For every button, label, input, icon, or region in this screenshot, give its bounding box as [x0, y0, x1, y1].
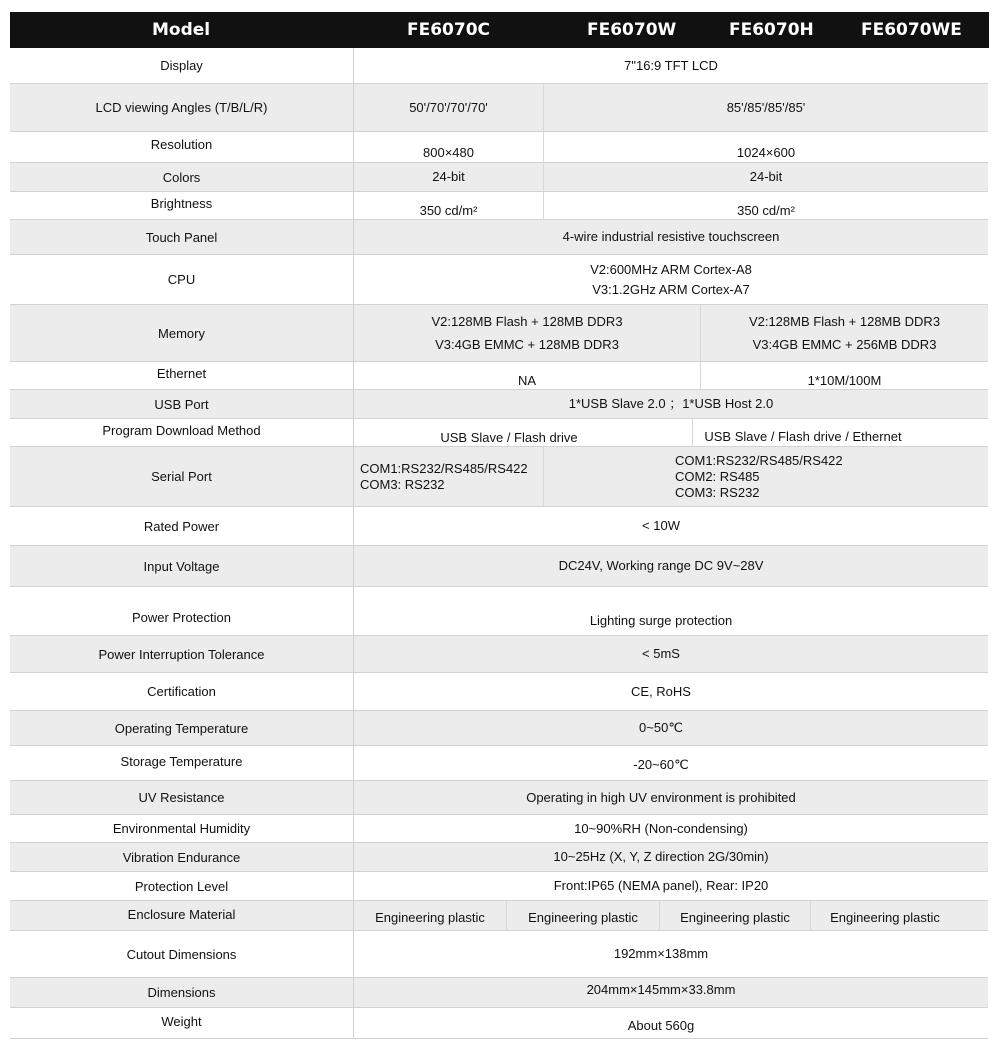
row-value: 10~90%RH (Non-condensing) [574, 820, 748, 836]
ethernet-c-w: NA [517, 372, 537, 388]
spec-row-power-protection [10, 587, 988, 636]
header-model-fe6070h: FE6070H [729, 20, 814, 40]
row-label: Brightness [150, 196, 213, 211]
header-model-fe6070c: FE6070C [407, 20, 491, 40]
spec-row-memory [10, 305, 988, 362]
spec-row-certification [10, 673, 988, 711]
row-value: About 560g [627, 1018, 695, 1033]
header-model-label: Model [152, 20, 211, 40]
row-value: 10~25Hz (X, Y, Z direction 2G/30min) [553, 849, 769, 864]
memory-v2-c-w: V2:128MB Flash + 128MB DDR3 [431, 314, 623, 329]
value-other-models: 85'/85'/85'/85' [726, 99, 806, 115]
spec-row-rated-power [10, 507, 988, 546]
enclosure-fe6070we: Engineering plastic [830, 909, 940, 925]
row-value: Operating in high UV environment is prohibited [526, 789, 796, 805]
download-c-w: USB Slave / Flash drive [440, 429, 578, 445]
cpu-v3: V3:1.2GHz ARM Cortex-A7 [592, 281, 750, 297]
spec-row-input-voltage [10, 546, 988, 587]
row-label: Storage Temperature [120, 754, 243, 769]
value-fe6070c: 800×480 [423, 145, 474, 160]
spec-row-serial-port [10, 447, 988, 507]
serial-com2-w: COM2: RS485 [675, 468, 760, 484]
spec-row-display [10, 48, 988, 84]
header-model-fe6070we: FE6070WE [861, 20, 962, 40]
row-label: Colors [162, 169, 201, 185]
row-label: Cutout Dimensions [126, 946, 237, 962]
row-label: UV Resistance [138, 790, 225, 805]
spec-row-environmental-humidity [10, 815, 988, 843]
row-value: < 5mS [642, 646, 680, 661]
value-other-models: 1024×600 [736, 145, 796, 160]
cpu-v2: V2:600MHz ARM Cortex-A8 [590, 261, 752, 277]
spec-row-cutout-dimensions [10, 931, 988, 978]
enclosure-fe6070c: Engineering plastic [375, 909, 485, 925]
spec-row-resolution [10, 132, 988, 163]
row-label: Resolution [150, 137, 213, 152]
row-value: 1*USB Slave 2.0 ；1*USB Host 2.0 [568, 396, 774, 411]
spec-row-touch-panel [10, 220, 988, 255]
spec-row-colors [10, 163, 988, 192]
row-label: Vibration Endurance [122, 849, 241, 865]
row-value: 204mm×145mm×33.8mm [586, 981, 736, 997]
table-header [10, 12, 989, 48]
memory-v3-h-we: V3:4GB EMMC + 256MB DDR3 [752, 337, 937, 352]
spec-row-operating-temperature [10, 711, 988, 746]
row-label: CPU [167, 272, 196, 287]
enclosure-fe6070w: Engineering plastic [528, 909, 638, 925]
spec-row-program-download [10, 419, 988, 447]
row-value: 192mm×138mm [613, 946, 709, 961]
row-label: Input Voltage [143, 558, 220, 574]
memory-v3-c-w: V3:4GB EMMC + 128MB DDR3 [435, 337, 619, 352]
value-fe6070c: 50'/70'/70'/70' [409, 99, 488, 115]
row-label: Weight [161, 1014, 202, 1029]
header-model-fe6070w: FE6070W [587, 20, 677, 40]
row-label: Environmental Humidity [112, 821, 251, 836]
spec-row-power-interruption [10, 636, 988, 673]
row-label: Rated Power [143, 518, 220, 534]
row-label: Operating Temperature [114, 720, 249, 736]
memory-v2-h-we: V2:128MB Flash + 128MB DDR3 [748, 314, 941, 329]
row-value: < 10W [642, 518, 680, 533]
row-label: Protection Level [134, 878, 229, 894]
row-label: Touch Panel [145, 229, 218, 245]
row-value: -20~60℃ [633, 757, 689, 772]
row-label: Dimensions [147, 985, 216, 1000]
spec-row-usb-port [10, 390, 988, 419]
enclosure-fe6070h: Engineering plastic [680, 909, 790, 925]
serial-com1-w: COM1:RS232/RS485/RS422 [675, 452, 843, 468]
spec-row-brightness [10, 192, 988, 220]
row-value: Front:IP65 (NEMA panel), Rear: IP20 [553, 878, 769, 893]
row-label: Power Protection [132, 610, 231, 625]
value-fe6070c: 24-bit [432, 169, 465, 184]
row-label: Memory [158, 325, 205, 341]
ethernet-h-we: 1*10M/100M [807, 372, 882, 388]
row-label: Certification [147, 684, 216, 699]
spec-row-weight [10, 1008, 988, 1039]
row-value: 0~50℃ [639, 720, 683, 735]
download-h-we: USB Slave / Flash drive / Ethernet [704, 428, 902, 444]
spec-row-ethernet [10, 362, 988, 390]
row-label: Display [160, 58, 203, 73]
spec-row-cpu [10, 255, 988, 305]
row-label: Enclosure Material [127, 907, 236, 922]
row-value: CE, RoHS [631, 683, 691, 699]
spec-row-protection-level [10, 872, 988, 901]
row-value: 7"16:9 TFT LCD [624, 57, 718, 73]
row-label: Power Interruption Tolerance [98, 646, 265, 662]
spec-row-storage-temperature [10, 746, 988, 781]
value-other-models: 350 cd/m² [737, 202, 795, 218]
spec-row-uv-resistance [10, 781, 988, 815]
row-label: Serial Port [151, 469, 212, 484]
serial-com1-c: COM1:RS232/RS485/RS422 [360, 460, 528, 476]
row-label: LCD viewing Angles (T/B/L/R) [95, 100, 268, 115]
row-label: Program Download Method [102, 423, 261, 438]
row-value: Lighting surge protection [589, 613, 733, 628]
row-label: USB Port [154, 396, 209, 412]
serial-com3-c: COM3: RS232 [360, 476, 445, 492]
row-value: 4-wire industrial resistive touchscreen [562, 229, 780, 244]
value-other-models: 24-bit [749, 169, 783, 184]
spec-row-enclosure-material [10, 901, 988, 931]
spec-row-viewing-angles [10, 84, 988, 132]
row-label: Ethernet [156, 366, 207, 381]
row-value: DC24V, Working range DC 9V~28V [558, 558, 764, 573]
serial-com3-w: COM3: RS232 [675, 484, 760, 500]
value-fe6070c: 350 cd/m² [419, 202, 478, 218]
spec-row-vibration-endurance [10, 843, 988, 872]
spec-row-dimensions [10, 978, 988, 1008]
